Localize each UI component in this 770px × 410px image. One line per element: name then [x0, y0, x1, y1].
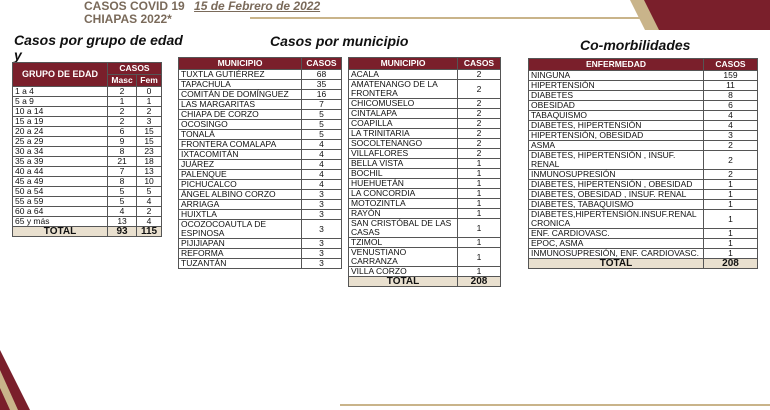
muni1-cell-name: FRONTERA COMALAPA: [179, 140, 302, 150]
age-cell-male: 21: [108, 157, 137, 167]
age-cell-male: 8: [108, 177, 137, 187]
muni1-cell-cases: 3: [302, 210, 342, 220]
comorb-cell-cases: 1: [704, 180, 758, 190]
comorb-row: [529, 111, 758, 121]
comorb-row: [529, 190, 758, 200]
muni1-cell-name: ÁNGEL ALBINO CORZO: [179, 190, 302, 200]
age-cell-female: 15: [137, 137, 162, 147]
comorb-cell-cases: 3: [704, 131, 758, 141]
comorb-cell-cases: 2: [704, 141, 758, 151]
muni2-cell-name: SOCOLTENANGO: [349, 139, 458, 149]
muni2-row: [349, 109, 501, 119]
muni1-cell-cases: 7: [302, 100, 342, 110]
muni2-cell-cases: 2: [458, 149, 501, 159]
muni2-cell-cases: 2: [458, 109, 501, 119]
age-row: [13, 147, 162, 157]
age-cell-group: 65 y más: [13, 217, 108, 227]
age-cell-male: 4: [108, 207, 137, 217]
comorb-cell-cases: 8: [704, 91, 758, 101]
comorb-cell-cases: 1: [704, 249, 758, 259]
muni1-col-casos: CASOS: [302, 58, 342, 70]
muni2-cell-cases: 1: [458, 199, 501, 209]
age-row: [13, 157, 162, 167]
age-table: [12, 62, 162, 237]
muni2-row: [349, 219, 501, 238]
age-row: [13, 107, 162, 117]
age-cell-male: 6: [108, 127, 137, 137]
muni1-cell-name: COMITÁN DE DOMÍNGUEZ: [179, 90, 302, 100]
comorb-cell-cases: 1: [704, 229, 758, 239]
muni1-row: [179, 220, 342, 239]
muni1-row: [179, 120, 342, 130]
muni1-row: [179, 210, 342, 220]
age-cell-male: 2: [108, 107, 137, 117]
age-cell-group: 40 a 44: [13, 167, 108, 177]
muni1-cell-name: OCOSINGO: [179, 120, 302, 130]
muni2-row: [349, 199, 501, 209]
age-cell-female: 13: [137, 167, 162, 177]
muni2-cell-name: AMATENANGO DE LA FRONTERA: [349, 80, 458, 99]
muni2-cell-cases: 1: [458, 159, 501, 169]
age-total-row: [13, 227, 162, 237]
muni1-row: [179, 70, 342, 80]
muni1-cell-name: PICHUCALCO: [179, 180, 302, 190]
muni1-row: [179, 110, 342, 120]
muni2-row: [349, 80, 501, 99]
muni2-row: [349, 267, 501, 277]
comorb-cell-cases: 2: [704, 151, 758, 170]
comorb-row: [529, 81, 758, 91]
comorb-row: [529, 71, 758, 81]
muni2-cell-name: LA TRINITARIA: [349, 129, 458, 139]
muni2-cell-cases: 1: [458, 189, 501, 199]
corner-decoration-top-right: [630, 0, 770, 30]
page-title: [84, 0, 320, 12]
comorb-cell-name: HIPERTENSIÓN, OBESIDAD: [529, 131, 704, 141]
comorb-row: [529, 229, 758, 239]
muni2-cell-name: LA CONCORDIA: [349, 189, 458, 199]
age-row: [13, 87, 162, 97]
muni1-cell-cases: 3: [302, 249, 342, 259]
muni2-cell-cases: 1: [458, 209, 501, 219]
muni2-cell-name: VENUSTIANO CARRANZA: [349, 248, 458, 267]
age-cell-male: 1: [108, 97, 137, 107]
muni1-row: [179, 200, 342, 210]
age-row: [13, 187, 162, 197]
comorb-table: [528, 58, 758, 269]
age-cell-male: 5: [108, 187, 137, 197]
comorb-row: [529, 200, 758, 210]
age-cell-female: 23: [137, 147, 162, 157]
muni1-cell-name: REFORMA: [179, 249, 302, 259]
comorb-row: [529, 101, 758, 111]
comorb-cell-name: NINGUNA: [529, 71, 704, 81]
muni1-row: [179, 249, 342, 259]
comorb-row: [529, 121, 758, 131]
age-cell-group: 10 a 14: [13, 107, 108, 117]
muni1-cell-cases: 3: [302, 259, 342, 269]
municipio-total-value: 208: [458, 277, 501, 287]
muni2-cell-cases: 2: [458, 99, 501, 109]
muni2-row: [349, 169, 501, 179]
muni2-row: [349, 139, 501, 149]
muni2-row: [349, 248, 501, 267]
muni1-cell-name: LAS MARGARITAS: [179, 100, 302, 110]
muni2-row: [349, 179, 501, 189]
muni2-cell-name: CINTALAPA: [349, 109, 458, 119]
age-total-label: TOTAL: [13, 227, 108, 237]
comorb-cell-cases: 2: [704, 170, 758, 180]
age-col-male: Masc: [108, 75, 137, 87]
footer-divider: [340, 404, 770, 406]
muni2-cell-cases: 2: [458, 139, 501, 149]
age-row: [13, 117, 162, 127]
muni1-cell-cases: 4: [302, 180, 342, 190]
muni2-row: [349, 119, 501, 129]
age-cell-male: 8: [108, 147, 137, 157]
muni1-row: [179, 150, 342, 160]
muni1-cell-name: JUÁREZ: [179, 160, 302, 170]
age-col-cases: CASOS: [108, 63, 162, 75]
age-total-female: 115: [137, 227, 162, 237]
age-col-group: GRUPO DE EDAD: [13, 63, 108, 87]
muni1-row: [179, 130, 342, 140]
age-row: [13, 207, 162, 217]
muni2-col-municipio: MUNICIPIO: [349, 58, 458, 70]
age-cell-group: 1 a 4: [13, 87, 108, 97]
comorb-cell-name: EPOC, ASMA: [529, 239, 704, 249]
muni2-cell-cases: 1: [458, 238, 501, 248]
age-cell-group: 45 a 49: [13, 177, 108, 187]
muni2-cell-cases: 1: [458, 219, 501, 238]
comorb-cell-name: TABAQUISMO: [529, 111, 704, 121]
age-cell-group: 20 a 24: [13, 127, 108, 137]
municipio-total-row: [349, 277, 501, 287]
comorb-cell-cases: 11: [704, 81, 758, 91]
age-cell-group: 5 a 9: [13, 97, 108, 107]
comorb-cell-cases: 1: [704, 190, 758, 200]
muni1-row: [179, 80, 342, 90]
comorb-total-row: [529, 259, 758, 269]
age-row: [13, 127, 162, 137]
comorb-col-casos: CASOS: [704, 59, 758, 71]
age-row: [13, 167, 162, 177]
page-subtitle: CHIAPAS 2022*: [84, 12, 172, 26]
age-cell-male: 2: [108, 117, 137, 127]
muni1-cell-name: TUZANTÁN: [179, 259, 302, 269]
muni2-row: [349, 209, 501, 219]
muni2-cell-name: BOCHIL: [349, 169, 458, 179]
municipio-table-1: [178, 57, 342, 269]
muni2-cell-cases: 1: [458, 267, 501, 277]
muni1-cell-cases: 68: [302, 70, 342, 80]
muni1-cell-name: TUXTLA GUTIÉRREZ: [179, 70, 302, 80]
muni1-cell-name: ARRIAGA: [179, 200, 302, 210]
comorb-total-value: 208: [704, 259, 758, 269]
comorb-cell-cases: 1: [704, 210, 758, 229]
age-cell-female: 18: [137, 157, 162, 167]
title-text: CASOS COVID 19: [84, 0, 185, 13]
age-cell-female: 1: [137, 97, 162, 107]
muni1-row: [179, 160, 342, 170]
age-cell-female: 2: [137, 107, 162, 117]
age-cell-group: 55 a 59: [13, 197, 108, 207]
age-row: [13, 137, 162, 147]
muni1-cell-cases: 3: [302, 220, 342, 239]
muni1-cell-cases: 4: [302, 150, 342, 160]
muni1-row: [179, 259, 342, 269]
comorb-cell-name: DIABETES, OBESIDAD , INSUF. RENAL: [529, 190, 704, 200]
muni1-row: [179, 140, 342, 150]
muni2-row: [349, 149, 501, 159]
age-col-female: Fem: [137, 75, 162, 87]
muni2-cell-name: HUEHUETÁN: [349, 179, 458, 189]
municipio-table-2: [348, 57, 501, 287]
comorb-cell-name: DIABETES, HIPERTENSIÓN , OBESIDAD: [529, 180, 704, 190]
age-cell-female: 10: [137, 177, 162, 187]
comorb-cell-name: DIABETES,HIPERTENSIÓN.INSUF.RENAL CRONICA: [529, 210, 704, 229]
muni1-cell-cases: 3: [302, 239, 342, 249]
muni2-cell-name: TZIMOL: [349, 238, 458, 248]
corner-decoration-bottom-left: [0, 350, 50, 410]
muni1-cell-name: HUIXTLA: [179, 210, 302, 220]
muni2-cell-cases: 2: [458, 129, 501, 139]
comorb-col-disease: ENFERMEDAD: [529, 59, 704, 71]
comorb-row: [529, 249, 758, 259]
comorb-row: [529, 210, 758, 229]
age-cell-female: 5: [137, 187, 162, 197]
muni1-cell-cases: 4: [302, 170, 342, 180]
comorb-row: [529, 151, 758, 170]
comorb-section-title: Co-morbilidades: [580, 37, 691, 53]
muni2-cell-name: VILLA CORZO: [349, 267, 458, 277]
age-cell-group: 25 a 29: [13, 137, 108, 147]
age-cell-male: 7: [108, 167, 137, 177]
muni1-cell-name: TONALÁ: [179, 130, 302, 140]
muni2-cell-cases: 2: [458, 119, 501, 129]
age-cell-male: 5: [108, 197, 137, 207]
age-cell-male: 13: [108, 217, 137, 227]
age-cell-group: 35 a 39: [13, 157, 108, 167]
comorb-cell-cases: 159: [704, 71, 758, 81]
age-cell-female: 4: [137, 217, 162, 227]
comorb-cell-name: DIABETES, TABAQUISMO: [529, 200, 704, 210]
comorb-total-label: TOTAL: [529, 259, 704, 269]
report-date: 15 de Febrero de 2022: [194, 0, 321, 13]
muni1-cell-cases: 4: [302, 160, 342, 170]
comorb-row: [529, 131, 758, 141]
muni1-row: [179, 180, 342, 190]
age-cell-female: 15: [137, 127, 162, 137]
muni2-cell-name: CHICOMUSELO: [349, 99, 458, 109]
comorb-cell-cases: 6: [704, 101, 758, 111]
comorb-cell-name: ENF. CARDIOVASC.: [529, 229, 704, 239]
age-cell-group: 30 a 34: [13, 147, 108, 157]
muni1-cell-cases: 3: [302, 200, 342, 210]
muni1-cell-name: PIJIJIAPAN: [179, 239, 302, 249]
age-row: [13, 217, 162, 227]
muni2-row: [349, 159, 501, 169]
muni2-cell-name: VILLAFLORES: [349, 149, 458, 159]
muni2-cell-name: COAPILLA: [349, 119, 458, 129]
comorb-cell-cases: 1: [704, 239, 758, 249]
muni1-row: [179, 239, 342, 249]
muni2-cell-cases: 1: [458, 179, 501, 189]
muni1-cell-cases: 35: [302, 80, 342, 90]
age-cell-female: 4: [137, 197, 162, 207]
age-total-male: 93: [108, 227, 137, 237]
muni2-cell-name: ACALA: [349, 70, 458, 80]
muni2-cell-name: SAN CRISTÓBAL DE LAS CASAS: [349, 219, 458, 238]
muni1-cell-name: CHIAPA DE CORZO: [179, 110, 302, 120]
comorb-cell-name: INMUNOSUPRESIÓN: [529, 170, 704, 180]
muni2-row: [349, 238, 501, 248]
municipio-total-label: TOTAL: [349, 277, 458, 287]
muni2-row: [349, 70, 501, 80]
muni2-cell-cases: 2: [458, 80, 501, 99]
age-row: [13, 197, 162, 207]
comorb-cell-name: ASMA: [529, 141, 704, 151]
age-cell-group: 15 a 19: [13, 117, 108, 127]
age-row: [13, 177, 162, 187]
muni2-cell-name: BELLA VISTA: [349, 159, 458, 169]
comorb-row: [529, 170, 758, 180]
age-cell-group: 60 a 64: [13, 207, 108, 217]
comorb-cell-name: DIABETES, HIPERTENSIÓN , INSUF. RENAL: [529, 151, 704, 170]
muni1-cell-name: PALENQUE: [179, 170, 302, 180]
muni2-cell-name: RAYÓN: [349, 209, 458, 219]
muni1-cell-cases: 3: [302, 190, 342, 200]
comorb-cell-name: DIABETES: [529, 91, 704, 101]
comorb-row: [529, 180, 758, 190]
comorb-cell-name: HIPERTENSIÓN: [529, 81, 704, 91]
muni2-cell-name: MOTOZINTLA: [349, 199, 458, 209]
comorb-cell-cases: 1: [704, 200, 758, 210]
muni1-cell-cases: 16: [302, 90, 342, 100]
age-cell-female: 0: [137, 87, 162, 97]
muni1-cell-cases: 5: [302, 130, 342, 140]
muni1-cell-cases: 4: [302, 140, 342, 150]
muni2-cell-cases: 1: [458, 169, 501, 179]
age-title-line1: Casos por grupo de edad y: [14, 32, 183, 63]
muni1-cell-cases: 5: [302, 120, 342, 130]
comorb-cell-name: INMUNOSUPRESIÓN, ENF. CARDIOVASC.: [529, 249, 704, 259]
muni2-row: [349, 129, 501, 139]
muni1-row: [179, 90, 342, 100]
muni1-cell-name: OCOZOCOAUTLA DE ESPINOSA: [179, 220, 302, 239]
comorb-row: [529, 239, 758, 249]
comorb-cell-cases: 4: [704, 121, 758, 131]
age-cell-group: 50 a 54: [13, 187, 108, 197]
muni1-row: [179, 190, 342, 200]
muni2-cell-cases: 2: [458, 70, 501, 80]
muni2-cell-cases: 1: [458, 248, 501, 267]
muni2-col-casos: CASOS: [458, 58, 501, 70]
comorb-row: [529, 91, 758, 101]
age-cell-female: 2: [137, 207, 162, 217]
muni1-cell-name: TAPACHULA: [179, 80, 302, 90]
muni1-col-municipio: MUNICIPIO: [179, 58, 302, 70]
comorb-cell-cases: 4: [704, 111, 758, 121]
muni1-row: [179, 170, 342, 180]
muni1-cell-cases: 5: [302, 110, 342, 120]
comorb-cell-name: DIABETES, HIPERTENSIÓN: [529, 121, 704, 131]
muni2-row: [349, 189, 501, 199]
comorb-row: [529, 141, 758, 151]
age-row: [13, 97, 162, 107]
age-cell-female: 3: [137, 117, 162, 127]
age-cell-male: 9: [108, 137, 137, 147]
comorb-cell-name: OBESIDAD: [529, 101, 704, 111]
muni1-row: [179, 100, 342, 110]
muni2-row: [349, 99, 501, 109]
muni1-cell-name: IXTACOMITÁN: [179, 150, 302, 160]
age-cell-male: 2: [108, 87, 137, 97]
municipio-section-title: Casos por municipio: [270, 33, 409, 49]
